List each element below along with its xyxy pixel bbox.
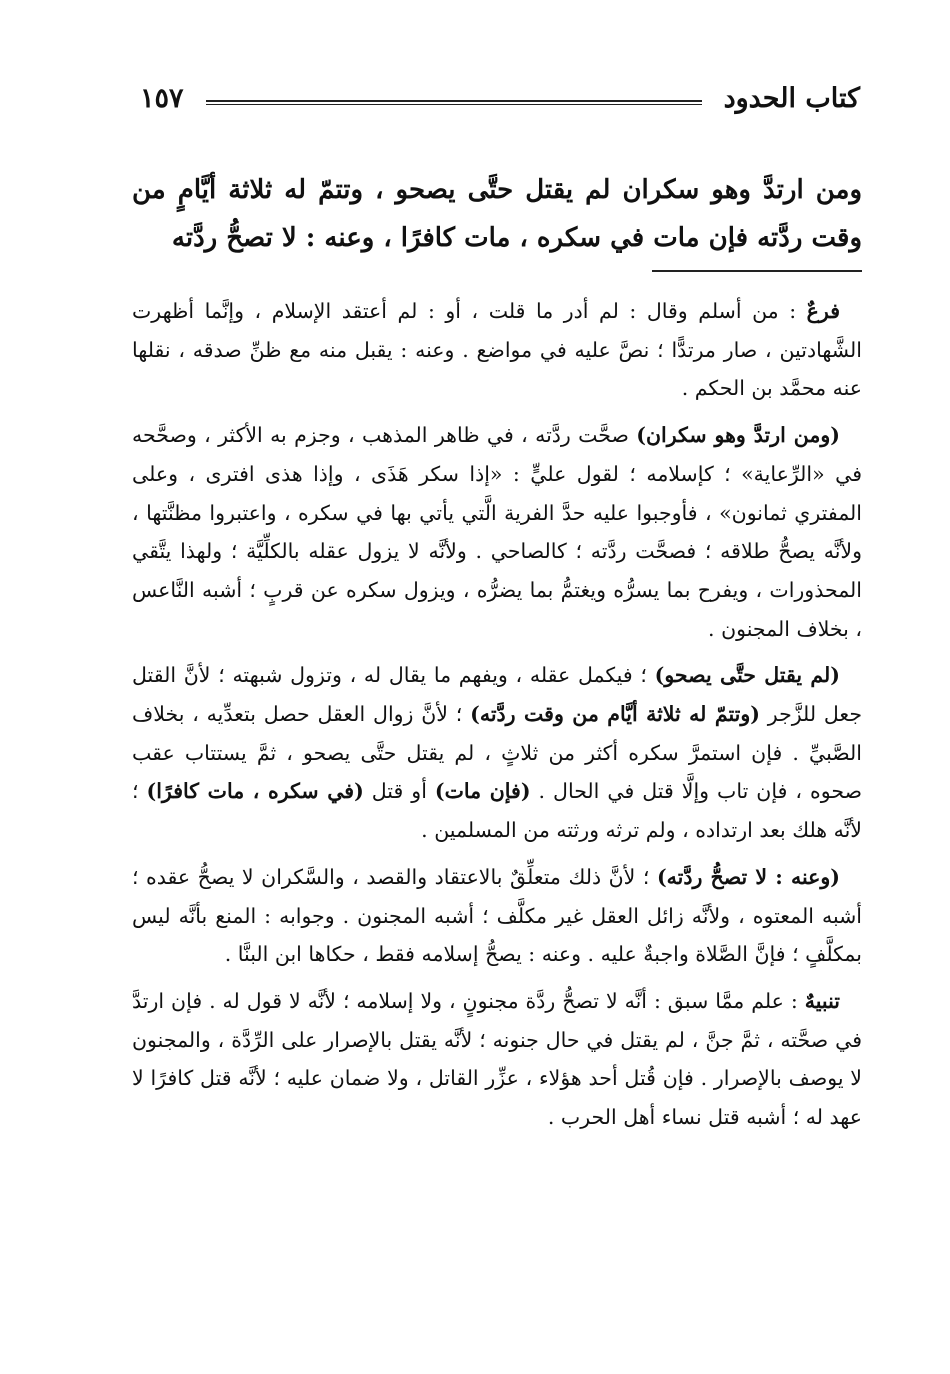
commentary <box>132 292 862 1137</box>
paragraph-text: ؛ لأنَّه هلك بعد ارتداده ، ولم ترثه ورثته من المسلمين . <box>132 779 862 843</box>
matn-text: ومن ارتدَّ وهو سكران لم يقتل حتَّى يصحو ، وتتمّ له ثلاثة أيَّامٍ من وقت ردَّته فإن مات في سكره ، مات كافرًا ، وعنه : لا تصحُّ ردَّته <box>132 175 862 253</box>
paragraph-far <box>132 292 862 408</box>
paragraph-text: أو قتل <box>363 779 435 804</box>
term-tanbih: تنبيهٌ <box>804 988 840 1013</box>
running-title: كتاب الحدود <box>723 82 860 114</box>
separator-rule <box>652 270 862 272</box>
paragraph-sakran <box>132 416 862 648</box>
paragraph-text: صحَّت ردَّته ، في ظاهر المذهب ، وجزم به الأكثر ، وصحَّحه في «الرِّعاية» ؛ كإسلامه ؛ لقول عليٍّ : «إذا سكر هَذَى ، وإذا هذى افترى ، وعلى المفتري ثمانون» ، فأوجبوا عليه حدَّ الفرية الَّتي يأتي بها في سكره ، واعتبروا مظنَّتها ، ولأنَّه يصحُّ طلاقه ؛ فصحَّت ردَّته ؛ كالصاحي . ولأنَّه لا يزول عقله بالكلِّيَّة ؛ ولهذا يتَّقي المحذورات ، ويفرح بما يسرُّه ويغتمُّ بما يضرُّه ، ويزول سكره عن قربٍ ؛ أشبه النَّاعس ، بخلاف المجنون . <box>132 423 862 641</box>
paragraph-text: ؛ لأنَّ ذلك متعلِّقٌ بالاعتقاد والقصد ، والسَّكران لا يصحُّ عقده ؛ أشبه المعتوه ، ولأنَّه زائل العقل غير مكلَّف ؛ أشبه المجنون . وجوابه : المنع بأنَّه ليس بمكلَّفٍ ؛ فإنَّ الصَّلاة واجبةٌ عليه . وعنه : يصحُّ إسلامه فقط ، حكاها ابن البنَّا . <box>132 864 862 967</box>
paragraph-yashu <box>132 656 862 850</box>
quoted-matn: (في سكره ، مات كافرًا) <box>146 779 364 804</box>
paragraph-wa-anhu <box>132 858 862 974</box>
paragraph-text: : من أسلم وقال : لم أدر ما قلت ، أو : لم أعتقد الإسلام ، وإنَّما أظهرت الشَّهادتين ، صار مرتدًّا ؛ نصَّ عليه في مواضع . وعنه : يقبل منه مع ظنِّ صدقه ، نقلها عنه محمَّد بن الحكم . <box>132 299 862 401</box>
quoted-matn: (فإن مات) <box>434 779 531 804</box>
paragraph-text: : علم ممَّا سبق : أنَّه لا تصحُّ ردَّة مجنونٍ ، ولا إسلامه ؛ لأنَّه لا قول له . فإن ارتدَّ في صحَّته ، ثمَّ جنَّ ، لم يقتل في حال جنونه ؛ لأنَّه يقتل بالإصرار على الرِّدَّة ، والمجنون لا يوصف بالإصرار . فإن قُتل أحد هؤلاء ، عزِّر القاتل ، ولا ضمان عليه ؛ لأنَّه قتل كافرًا لا عهد له ؛ أشبه قتل نساء أهل الحرب . <box>132 988 863 1130</box>
quoted-matn: (لم يقتل حتَّى يصحو) <box>654 663 840 688</box>
paragraph-tanbih <box>132 982 862 1137</box>
header-rule <box>206 100 702 105</box>
page-number: ١٥٧ <box>140 82 184 114</box>
quoted-matn: (ومن ارتدَّ وهو سكران) <box>636 423 840 448</box>
quoted-matn: (وتتمّ له ثلاثة أيَّام من وقت ردَّته) <box>470 702 760 727</box>
running-header <box>140 78 860 118</box>
quoted-matn: (وعنه : لا تصحُّ ردَّته) <box>656 864 840 889</box>
paragraph-text: ؛ فيكمل عقله ، ويفهم ما يقال له ، وتزول شبهته ؛ لأنَّ القتل جعل للزَّجر <box>132 663 862 727</box>
term-far: فرعٌ <box>806 299 840 323</box>
paragraph-text: ؛ لأنَّ زوال العقل حصل بتعدِّيه ، بخلاف الصَّبيِّ . فإن استمرَّ سكره أكثر من ثلاثٍ ، لم يقتل حتَّى يصحو ، ثمَّ يستتاب عقب صحوه ، فإن تاب وإلَّا قتل في الحال . <box>132 702 862 804</box>
